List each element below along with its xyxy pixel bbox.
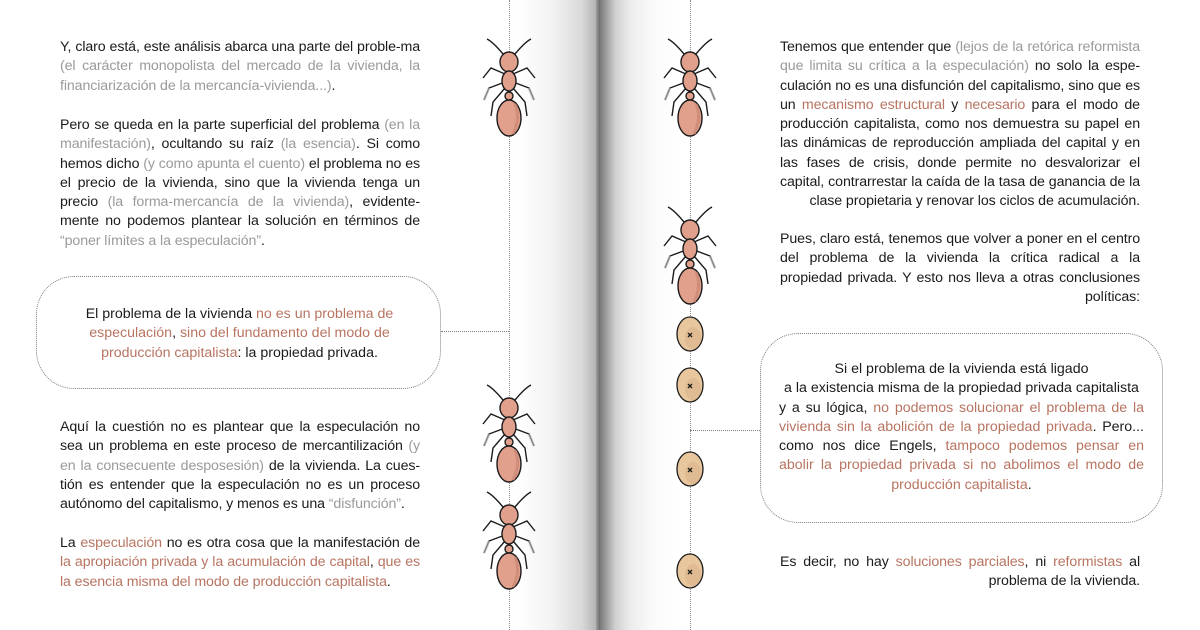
text-run: Y, claro está, este análisis abarca una parte del proble-ma: [60, 39, 420, 55]
right-paragraph-3: [780, 553, 1140, 592]
text-run: (lejos de la retórica reformista que limita su crítica a la especulación): [780, 39, 1141, 75]
text-run: .: [1027, 476, 1032, 493]
egg-icon: [674, 364, 706, 406]
text-run: “poner límites a la especulación”: [60, 232, 261, 249]
right-page: [600, 0, 1200, 630]
right-callout-bubble: [760, 333, 1163, 523]
text-run: . Si como hemos dicho: [60, 136, 421, 172]
text-run: al problema de la vivienda.: [988, 554, 1141, 590]
text-run: El problema de la vivienda: [85, 306, 257, 322]
egg-icon: [674, 550, 706, 592]
text-run: . Pero... como nos dice Engels,: [779, 418, 1144, 455]
text-run: “disfunción”: [328, 496, 401, 513]
right-callout-line-2: a la existencia misma de la propiedad privada capitalista: [784, 380, 1139, 397]
left-paragraph-4: [60, 534, 420, 592]
text-run: necesario: [964, 96, 1026, 113]
text-run: y a su lógica,: [779, 399, 874, 416]
text-run: (en la manifestación): [60, 117, 420, 153]
text-run: tampoco podemos pensar en abolir la propiedad privada si no abolimos el modo de producción capitalista: [779, 438, 1145, 493]
egg-icon: [674, 448, 706, 490]
text-run: reformistas: [1053, 554, 1123, 570]
left-paragraph-1: [60, 38, 420, 96]
right-callout-text: [779, 360, 1144, 495]
text-run: (el carácter monopolista del mercado de la vivienda, la financiarización de la mercancía-vivienda...): [60, 58, 420, 94]
text-run: : la propiedad privada.: [237, 344, 378, 361]
left-callout-text: [63, 305, 416, 363]
text-run: no solo la espe-culación no es una disfunción del capitalismo, sino que es un: [780, 58, 1140, 113]
text-run: .: [331, 77, 336, 94]
text-run: (y en la consecuente desposesión): [60, 438, 420, 474]
ant-icon: [479, 38, 539, 142]
text-run: soluciones parciales: [895, 554, 1025, 570]
ant-icon: [660, 38, 720, 142]
right-callout-connector: [690, 430, 760, 431]
text-run: ,: [369, 554, 378, 571]
text-run: (la forma-mercancía de la vivienda): [107, 194, 350, 211]
text-run: especulación: [80, 535, 162, 551]
text-run: .: [400, 496, 405, 513]
right-paragraph-2: [780, 230, 1140, 307]
ant-icon: [660, 206, 720, 310]
text-run: (y como apunta el cuento): [143, 155, 305, 172]
text-run: y: [944, 96, 965, 113]
text-run: que es la esencia misma del modo de producción capitalista: [60, 554, 421, 590]
egg-icon: [674, 313, 706, 355]
left-paragraph-2: [60, 116, 420, 251]
text-run: no es otra cosa que la manifestación de: [161, 535, 420, 551]
text-run: el problema no es el precio de la vivienda, sino que la vivienda tenga un precio: [60, 155, 421, 211]
text-run: Pero se queda en la parte superficial del problema: [60, 117, 385, 133]
text-run: , ocultando su raíz: [150, 136, 281, 153]
text-run: de la vivienda. La cues-tión es entender que la especulación no es un proceso autónomo del capitalismo, y menos es una: [60, 457, 420, 513]
right-callout-rest: [779, 399, 1144, 495]
right-paragraph-1: [780, 38, 1140, 212]
text-run: la apropiación privada y la acumulación de capital: [60, 554, 370, 571]
text-run: La: [60, 535, 81, 551]
text-run: (la esencia): [280, 136, 356, 153]
text-run: , ni: [1024, 554, 1054, 570]
left-callout-bubble: [36, 276, 441, 389]
text-run: Es decir, no hay: [780, 554, 896, 570]
text-run: .: [386, 573, 391, 590]
left-paragraph-3: [60, 418, 420, 514]
text-run: mecanismo estructural: [801, 96, 945, 113]
right-callout-line-1: Si el problema de la vivienda está ligado: [834, 361, 1089, 377]
text-run: sino del fundamento del modo de producción capitalista: [101, 325, 390, 361]
text-run: no podemos solucionar el problema de la vivienda sin la abolición de la propiedad privada: [779, 399, 1145, 435]
text-run: Tenemos que entender que: [780, 39, 956, 55]
ant-icon: [479, 384, 539, 488]
text-run: ,: [172, 325, 180, 342]
text-run: para el modo de producción capitalista, como nos demuestra su papel en las dinámicas de reproducción ampliada del capital y en las fases de crisis, donde permite no desvalorizar el capital, contrarrestar la caída de la tasa de ganancia de la clase propietaria y renovar los ciclos de acumulación.: [780, 96, 1140, 210]
left-callout-connector: [441, 331, 509, 332]
text-run: no es un problema de especulación: [89, 306, 394, 342]
ant-icon: [479, 491, 539, 595]
text-run: Pues, claro está, tenemos que volver a poner en el centro del problema de la vivienda la crítica radical a la propiedad privada. Y esto nos lleva a otras conclusiones políticas:: [780, 231, 1140, 305]
text-run: .: [260, 232, 265, 249]
text-run: Aquí la cuestión no es plantear que la especulación no sea un problema en este proceso de mercantilización: [60, 419, 420, 455]
text-run: , evidente-mente no podemos plantear la solución en términos de: [60, 194, 421, 230]
